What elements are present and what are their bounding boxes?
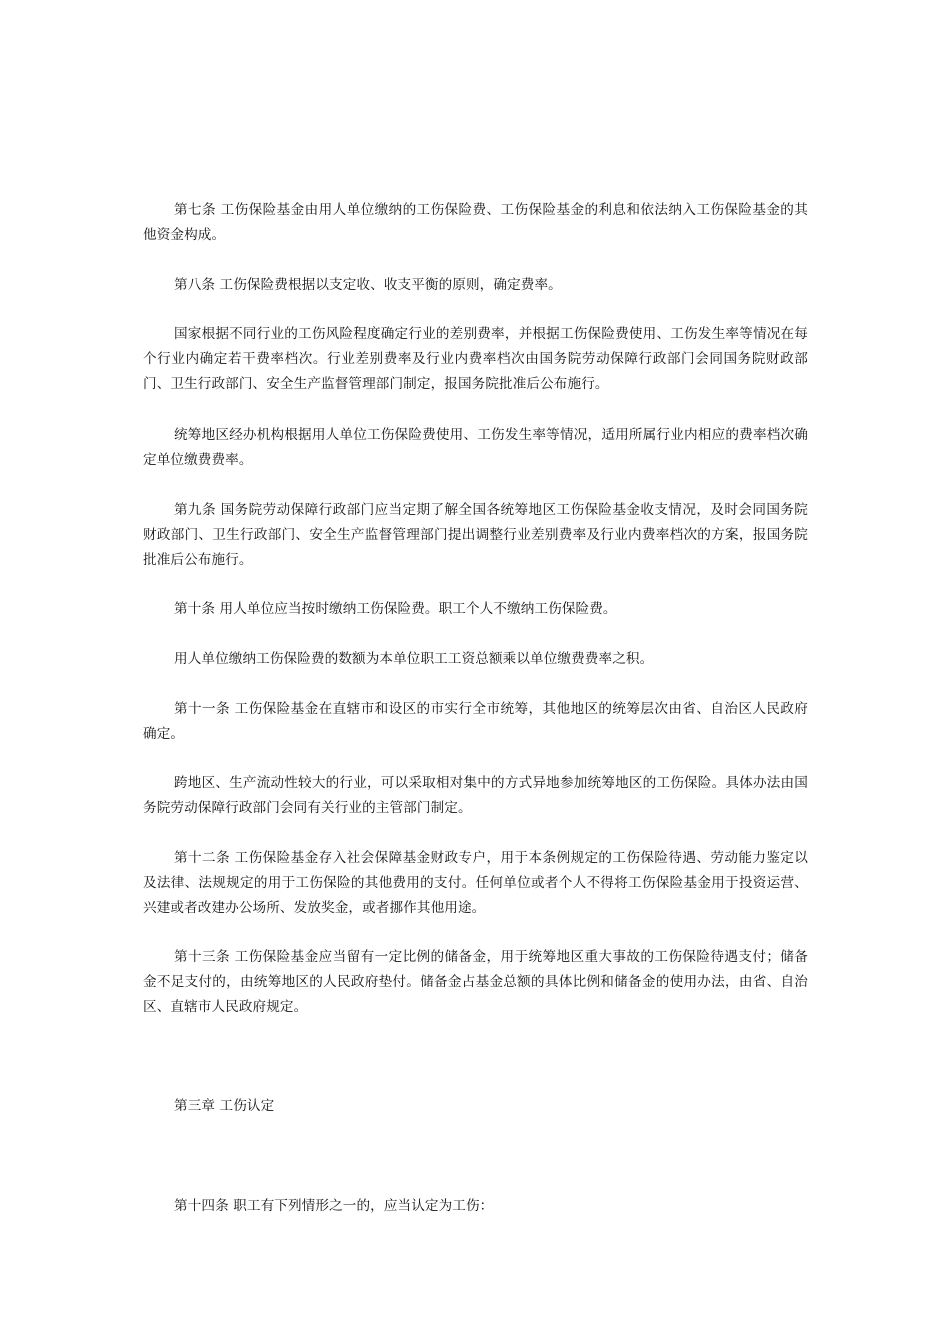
paragraph-article-13: 第十三条 工伤保险基金应当留有一定比例的储备金，用于统筹地区重大事故的工伤保险待遇支付；储备金不足支付的，由统筹地区的人民政府垫付。储备金占基金总额的具体比例和储备金的使用办法，由省、自治区、直辖市人民政府规定。 bbox=[143, 949, 808, 1015]
paragraph-article-7: 第七条 工伤保险基金由用人单位缴纳的工伤保险费、工伤保险基金的利息和依法纳入工伤保险基金的其他资金构成。 bbox=[143, 202, 808, 243]
paragraph-industry-rates: 国家根据不同行业的工伤风险程度确定行业的差别费率，并根据工伤保险费使用、工伤发生率等情况在每个行业内确定若干费率档次。行业差别费率及行业内费率档次由国务院劳动保障行政部门会同国务院财政部门、卫生行政部门、安全生产监督管理部门制定，报国务院批准后公布施行。 bbox=[143, 326, 808, 392]
paragraph-article-8: 第八条 工伤保险费根据以支定收、收支平衡的原则，确定费率。 bbox=[174, 277, 562, 293]
paragraph-article-10: 第十条 用人单位应当按时缴纳工伤保险费。职工个人不缴纳工伤保险费。 bbox=[174, 601, 617, 617]
chapter-heading: 第三章 工伤认定 bbox=[174, 1098, 275, 1114]
paragraph-cross-region: 跨地区、生产流动性较大的行业，可以采取相对集中的方式异地参加统筹地区的工伤保险。具体办法由国务院劳动保障行政部门会同有关行业的主管部门制定。 bbox=[143, 775, 808, 816]
paragraph-article-9: 第九条 国务院劳动保障行政部门应当定期了解全国各统筹地区工伤保险基金收支情况，及时会同国务院财政部门、卫生行政部门、安全生产监督管理部门提出调整行业差别费率及行业内费率档次的方案，报国务院批准后公布施行。 bbox=[143, 502, 808, 568]
paragraph-article-11: 第十一条 工伤保险基金在直辖市和设区的市实行全市统筹，其他地区的统筹层次由省、自治区人民政府确定。 bbox=[143, 701, 808, 742]
paragraph-contribution-amount: 用人单位缴纳工伤保险费的数额为本单位职工工资总额乘以单位缴费费率之积。 bbox=[174, 651, 654, 667]
paragraph-unit-rate: 统筹地区经办机构根据用人单位工伤保险费使用、工伤发生率等情况，适用所属行业内相应的费率档次确定单位缴费费率。 bbox=[143, 427, 808, 468]
paragraph-article-12: 第十二条 工伤保险基金存入社会保障基金财政专户，用于本条例规定的工伤保险待遇、劳动能力鉴定以及法律、法规规定的用于工伤保险的其他费用的支付。任何单位或者个人不得将工伤保险基金用于投资运营、兴建或者改建办公场所、发放奖金，或者挪作其他用途。 bbox=[143, 850, 808, 916]
paragraph-article-14: 第十四条 职工有下列情形之一的，应当认定为工伤： bbox=[174, 1198, 494, 1214]
